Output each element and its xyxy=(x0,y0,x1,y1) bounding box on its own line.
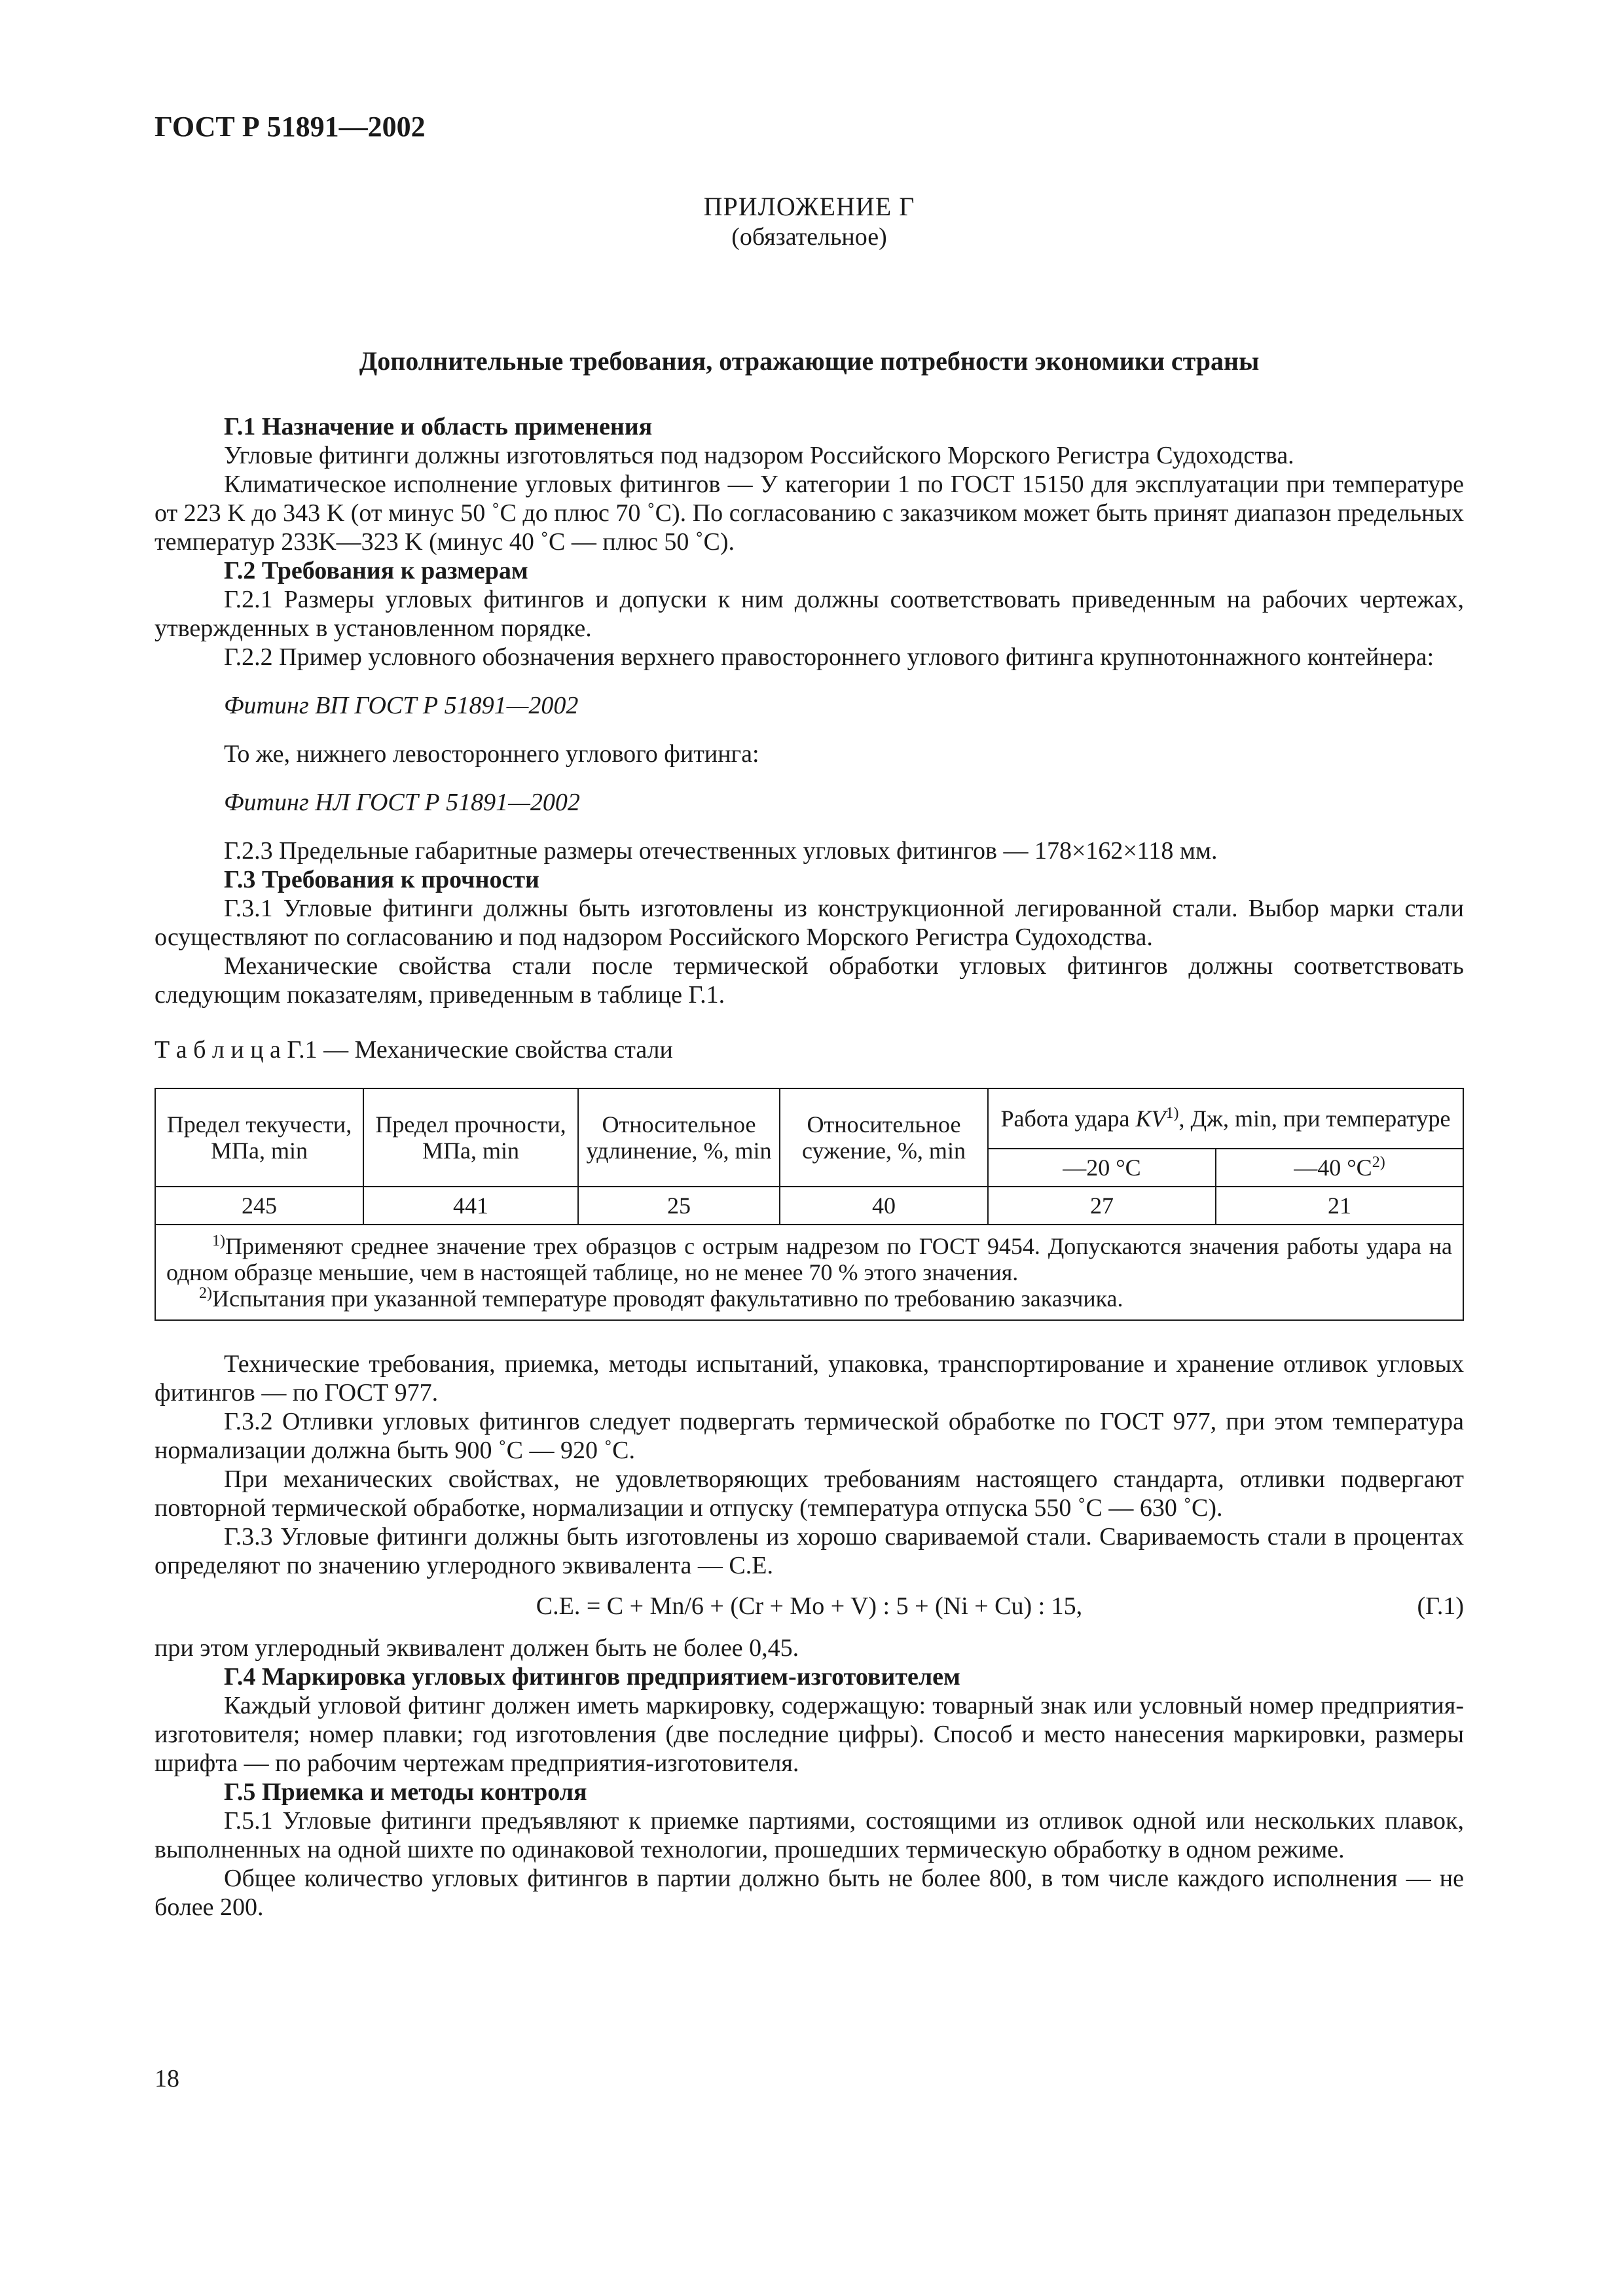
section-heading-g3: Г.3 Требования к прочности xyxy=(224,866,539,893)
table-cell: 25 xyxy=(578,1187,780,1225)
paragraph: Общее количество угловых фитингов в партии должно быть не более 800, в том числе каждого исполнения — не более 200. xyxy=(155,1865,1464,1921)
table-notes xyxy=(155,1225,1463,1320)
paragraph: Г.3.3 Угловые фитинги должны быть изготовлены из хорошо свариваемой стали. Свариваемость стали в процентах определяют по значению углеродного эквивалента — С.Е. xyxy=(155,1523,1464,1579)
paragraph: При механических свойствах, не удовлетворяющих требованиям настоящего стандарта, отливки подвергают повторной термической обработке, нормализации и отпуску (температура отпуска 550 ˚С — 630 ˚С). xyxy=(155,1465,1464,1522)
designation-example: Фитинг НЛ ГОСТ Р 51891—2002 xyxy=(224,789,580,816)
section-heading-g4: Г.4 Маркировка угловых фитингов предприятием-изготовителем xyxy=(224,1663,960,1691)
paragraph: Г.5.1 Угловые фитинги предъявляют к приемке партиями, состоящими из отливок одной или нескольких плавок, выполненных на одной шихте по одинаковой технологии, прошедших термическую обработку в одном режиме. xyxy=(155,1807,1464,1863)
table-cell: 441 xyxy=(363,1187,578,1225)
header-tensile-strength: Предел прочности, МПа, min xyxy=(363,1088,578,1187)
table-caption: Т а б л и ц а Г.1 — Механические свойства стали xyxy=(155,1036,673,1064)
table-row xyxy=(155,1187,1463,1225)
table-cell: 245 xyxy=(155,1187,363,1225)
header-elongation: Относительное удлинение, %, min xyxy=(578,1088,780,1187)
paragraph: Климатическое исполнение угловых фитингов — У категории 1 по ГОСТ 15150 для эксплуатации при температуре от 223 K до 343 K (от минус 50 ˚С до плюс 70 ˚С). По согласованию с заказчиком может быть принят диапазон предельных температур 233K—323 K (минус 40 ˚С — плюс 50 ˚С). xyxy=(155,471,1464,556)
formula-number: (Г.1) xyxy=(1417,1592,1464,1620)
header-impact-work: Работа удара KV$^{1)}$, Дж, min, при температуре xyxy=(988,1088,1463,1149)
paragraph: Г.3.1 Угловые фитинги должны быть изготовлены из конструкционной легированной стали. Выбор марки стали осуществляют по согласованию и под надзором Российского Морского Регистра Судоходства. xyxy=(155,895,1464,951)
paragraph: Механические свойства стали после термической обработки угловых фитингов должны соответствовать следующим показателям, приведенным в таблице Г.1. xyxy=(155,952,1464,1009)
table-note-1: $^{1)}$Применяют среднее значение трех образцов с острым надрезом по ГОСТ 9454. Допускаются значения работы удара на одном образце меньшие, чем в настоящей таблице, но не менее 70 % этого значения. xyxy=(166,1232,1452,1285)
document-body xyxy=(155,412,1464,1922)
appendix-subtitle: (обязательное) xyxy=(731,223,887,251)
page-number: 18 xyxy=(155,2065,179,2092)
paragraph: Г.2.3 Предельные габаритные размеры отечественных угловых фитингов — 178×162×118 мм. xyxy=(224,837,1218,865)
header-reduction: Относительное сужение, %, min xyxy=(780,1088,988,1187)
paragraph: Угловые фитинги должны изготовляться под надзором Российского Морского Регистра Судоходства. xyxy=(224,442,1294,469)
paragraph: То же, нижнего левостороннего углового фитинга: xyxy=(224,740,759,768)
paragraph: при этом углеродный эквивалент должен быть не более 0,45. xyxy=(155,1634,799,1662)
paragraph: Г.2.1 Размеры угловых фитингов и допуски к ним должны соответствовать приведенным на рабочих чертежах, утвержденных в установленном порядке. xyxy=(155,586,1464,642)
designation-example: Фитинг ВП ГОСТ Р 51891—2002 xyxy=(224,692,579,719)
table-cell: 27 xyxy=(988,1187,1216,1225)
standard-code: ГОСТ Р 51891—2002 xyxy=(155,111,426,143)
table-cell: 21 xyxy=(1216,1187,1463,1225)
paragraph: Каждый угловой фитинг должен иметь маркировку, содержащую: товарный знак или условный номер предприятия-изготовителя; номер плавки; год изготовления (две последние цифры). Способ и место нанесения маркировки, размеры шрифта — по рабочим чертежам предприятия-изготовителя. xyxy=(155,1692,1464,1777)
table-cell: 40 xyxy=(780,1187,988,1225)
header-yield-strength: Предел текучести, МПа, min xyxy=(155,1088,363,1187)
formula-text: С.Е. = С + Mn/6 + (Cr + Mo + V) : 5 + (Ni + Cu) : 15, xyxy=(536,1592,1083,1620)
carbon-equivalent-formula xyxy=(155,1592,1464,1621)
appendix-main-title: Дополнительные требования, отражающие потребности экономики страны xyxy=(359,346,1260,376)
appendix-title: ПРИЛОЖЕНИЕ Г xyxy=(703,192,915,221)
paragraph: Технические требования, приемка, методы испытаний, упаковка, транспортирование и хранение отливок угловых фитингов — по ГОСТ 977. xyxy=(155,1350,1464,1407)
paragraph: Г.3.2 Отливки угловых фитингов следует подвергать термической обработке по ГОСТ 977, при этом температура нормализации должна быть 900 ˚С — 920 ˚С. xyxy=(155,1408,1464,1464)
table-note-2: $^{2)}$Испытания при указанной температуре проводят факультативно по требованию заказчика. xyxy=(199,1285,1123,1312)
mechanical-properties-table xyxy=(155,1088,1464,1321)
section-heading-g5: Г.5 Приемка и методы контроля xyxy=(224,1778,587,1806)
header-temp-minus-40: —40 $^\circ С^{2)}$ xyxy=(1216,1149,1463,1187)
section-heading-g1: Г.1 Назначение и область применения xyxy=(224,413,653,440)
header-temp-minus-20: —20 °С xyxy=(988,1149,1216,1187)
section-heading-g2: Г.2 Требования к размерам xyxy=(224,557,528,584)
paragraph: Г.2.2 Пример условного обозначения верхнего правостороннего углового фитинга крупнотоннажного контейнера: xyxy=(224,643,1434,671)
